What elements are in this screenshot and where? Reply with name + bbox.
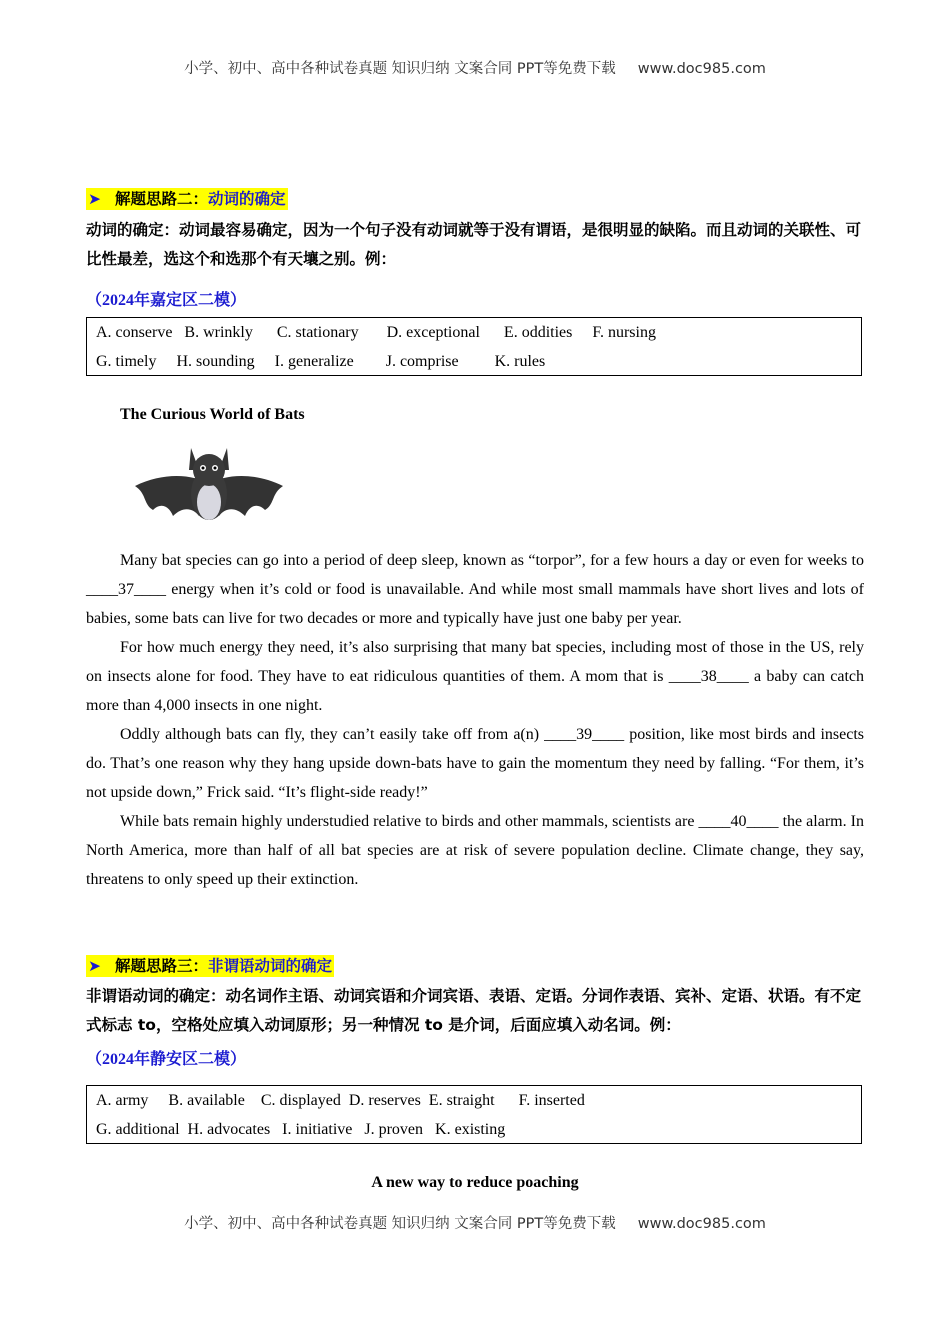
section-title: 非谓语动词的确定 [208,957,333,975]
section-prefix: 解题思路三： [115,957,209,975]
paragraph: For how much energy they need, it’s also surprising that many bat species, including most of those in the US, rely on insects alone for food. They have to eat ridiculous quantities of them. A mom that is ____38____ a baby can catch more than 4,000 insects in one night. [86,639,864,714]
paragraph: Many bat species can go into a period of deep sleep, known as “torpor”, for a few hours a day or even for weeks to ____37____ energy when it’s cold or food is unavailable. And while most small mammals have short lives and lots of babies, some bats can live for two decades or more and typically have just one baby per year. [86,552,864,627]
section-heading-2 [86,188,288,210]
options-box [86,317,862,376]
section-body: 非谓语动词的确定：动名词作主语、动词宾语和介词宾语、表语、定语。分词作表语、宾补、定语、状语。有不定式标志 to，空格处应填入动词原形；另一种情况 to 是介词，后面应填入动名词。例： [86,987,862,1034]
arrow-icon: ➤ [88,957,101,975]
options-row: G. timely H. sounding I. generalize J. comprise K. rules [96,353,546,370]
options-box [86,1085,862,1144]
article-title: A new way to reduce poaching [371,1174,579,1191]
section-prefix: 解题思路二： [115,190,209,208]
header-text: 小学、初中、高中各种试卷真题 知识归纳 文案合同 PPT等免费下载 [184,61,616,77]
header-url[interactable]: www.doc985.com [637,61,766,77]
section-body: 动词的确定：动词最容易确定，因为一个句子没有动词就等于没有谓语，是很明显的缺陷。而且动词的关联性、可比性最差，选这个和选那个有天壤之别。例： [86,221,862,268]
footer-url[interactable]: www.doc985.com [637,1216,766,1232]
article-body [86,546,864,894]
paragraph: Oddly although bats can fly, they can’t easily take off from a(n) ____39____ position, like most birds and insects do. That’s one reason why they hang upside down-bats have to gain the momentum they need by falling. “For them, it’s not upside down,” Frick said. “It’s flight-side ready!” [86,726,864,801]
article-title: The Curious World of Bats [120,406,305,423]
options-row: A. army B. available C. displayed D. reserves E. straight F. inserted [96,1092,585,1109]
section-heading-3 [86,955,334,977]
page-header [0,57,950,78]
page-footer [0,1212,950,1233]
options-row: A. conserve B. wrinkly C. stationary D. exceptional E. oddities F. nursing [96,324,656,341]
arrow-icon: ➤ [88,190,101,208]
source-label: （2024年静安区二模） [86,1051,247,1068]
bat-illustration [133,444,285,534]
section-title: 动词的确定 [208,190,286,208]
source-label: （2024年嘉定区二模） [86,292,247,309]
paragraph: While bats remain highly understudied relative to birds and other mammals, scientists are ____40____ the alarm. In North America, more than half of all bat species are at risk of severe population decline. Climate change, they say, threatens to only speed up their extinction. [86,813,864,888]
footer-text: 小学、初中、高中各种试卷真题 知识归纳 文案合同 PPT等免费下载 [184,1216,616,1232]
options-row: G. additional H. advocates I. initiative J. proven K. existing [96,1121,506,1138]
